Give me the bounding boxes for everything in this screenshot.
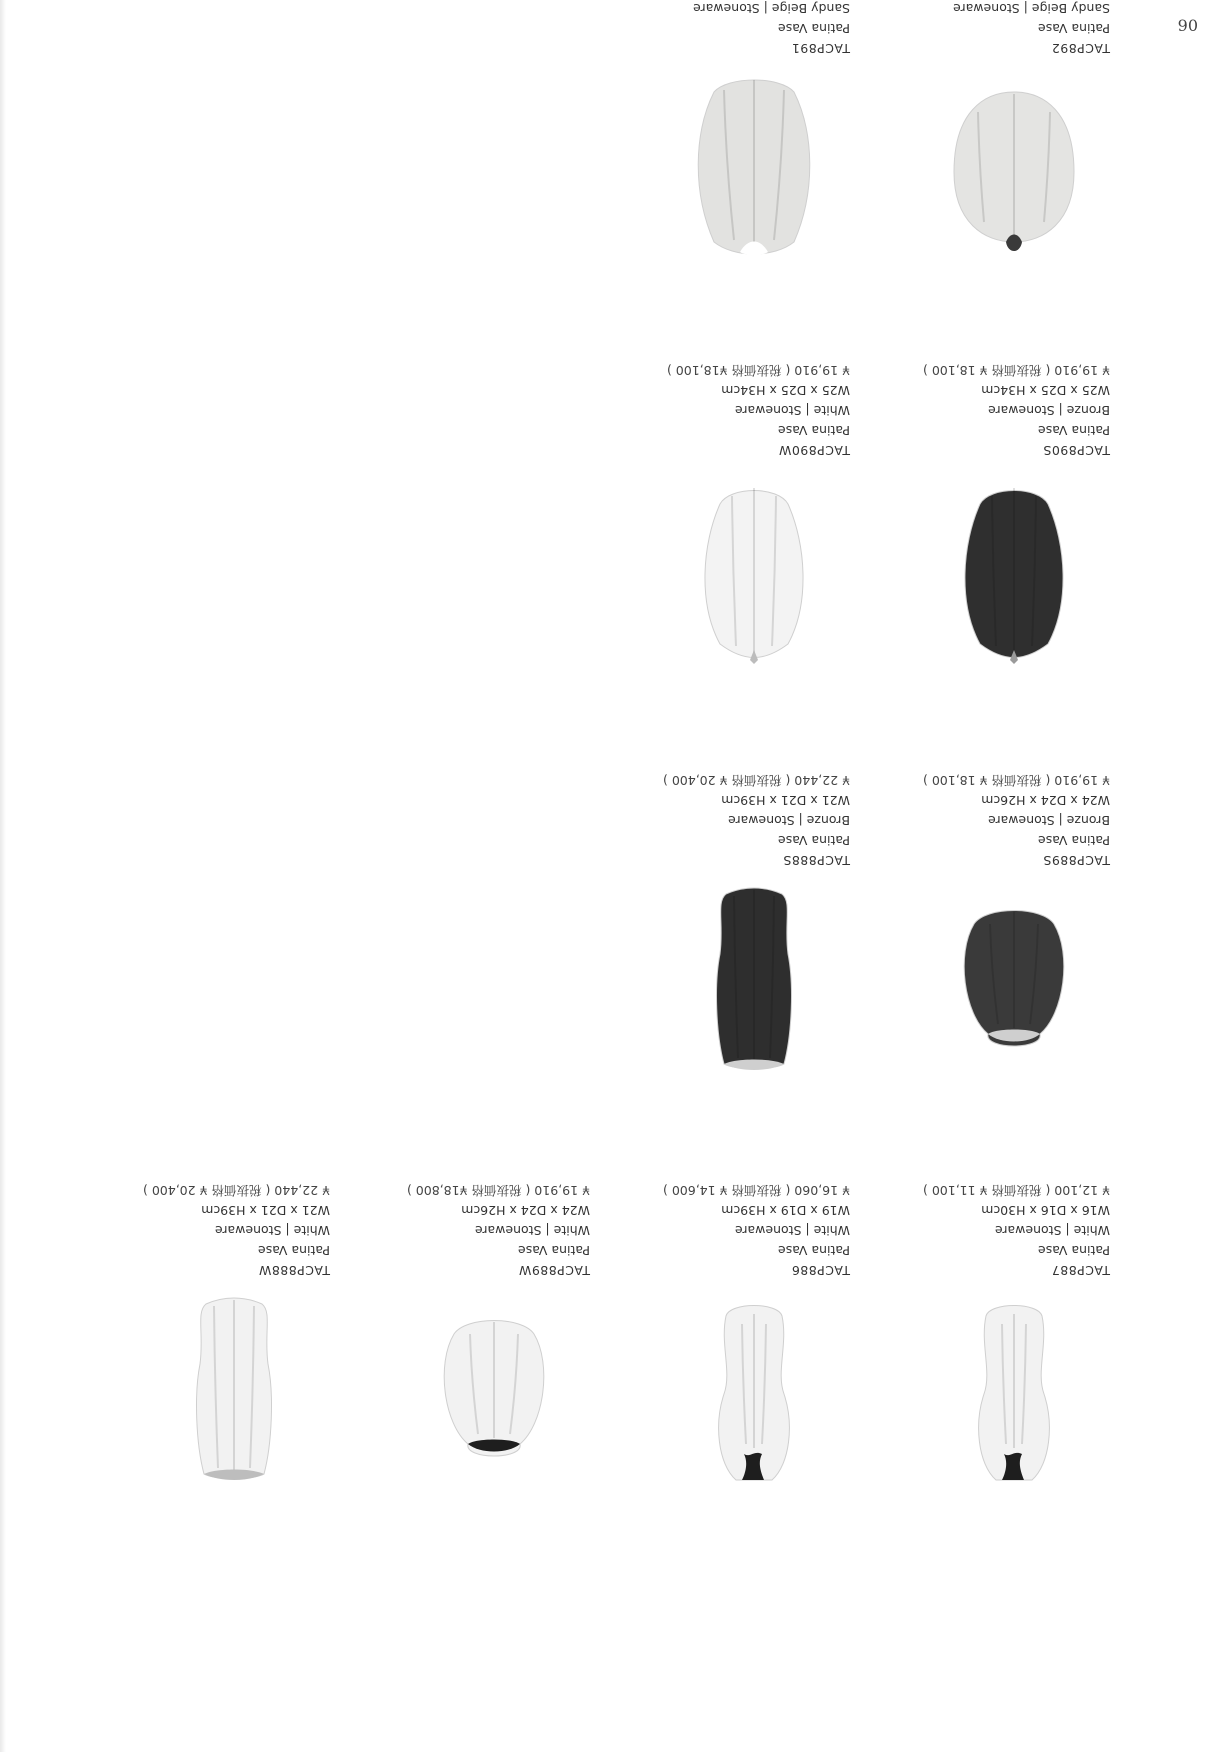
product-price: ¥ 19,910 ( 税抜価格 ¥ 18,100 ) <box>923 363 1110 378</box>
product-code: TACP888S <box>782 853 850 868</box>
product-code: TACP890W <box>778 443 850 458</box>
product-material: Sandy Beige | Stoneware <box>693 1 850 16</box>
product-code: TACP892 <box>1051 41 1110 56</box>
product-material: White | Stoneware <box>994 1223 1110 1238</box>
product-specs <box>614 360 854 460</box>
product-card <box>874 360 1114 664</box>
product-name: Patina Vase <box>517 1243 590 1258</box>
product-material: White | Stoneware <box>734 1223 850 1238</box>
product-code: TACP887 <box>1051 1263 1110 1278</box>
vase-image <box>654 72 854 262</box>
product-card <box>614 770 854 1074</box>
vase-image <box>914 72 1114 262</box>
product-code: TACP889S <box>1042 853 1110 868</box>
product-price: ¥ 19,910 ( 税抜価格 ¥18,800 ) <box>406 1183 590 1198</box>
product-price: ¥ 22,440 ( 税抜価格 ¥ 20,400 ) <box>143 1183 330 1198</box>
product-material: White | Stoneware <box>474 1223 590 1238</box>
vase-image <box>134 1294 334 1484</box>
product-card <box>874 1180 1114 1484</box>
product-size: W16 x D16 x H30cm <box>981 1203 1110 1218</box>
product-name: Patina Vase <box>1037 833 1110 848</box>
product-size: W25 x D25 x H34cm <box>721 383 850 398</box>
product-size: W25 x D25 x H34cm <box>981 383 1110 398</box>
product-card <box>614 0 854 262</box>
vase-image <box>914 884 1114 1074</box>
product-price: ¥ 12,100 ( 税抜価格 ¥ 11,100 ) <box>923 1183 1110 1198</box>
product-price: ¥ 22,440 ( 税抜価格 ¥ 20,400 ) <box>663 773 850 788</box>
product-card <box>354 1180 594 1484</box>
product-size: W24 x D24 x H26cm <box>461 1203 590 1218</box>
product-material: Sandy Beige | Stoneware <box>953 1 1110 16</box>
product-code: TACP890S <box>1042 443 1110 458</box>
product-price: ¥ 19,910 ( 税抜価格 ¥18,100 ) <box>666 363 850 378</box>
product-material: White | Stoneware <box>214 1223 330 1238</box>
product-specs <box>614 0 854 58</box>
product-size: W21 x D21 x H39cm <box>721 793 850 808</box>
product-size: W24 x D24 x H26cm <box>981 793 1110 808</box>
product-card <box>614 1180 854 1484</box>
product-size: W19 x D19 x H39cm <box>721 1203 850 1218</box>
product-code: TACP889W <box>518 1263 590 1278</box>
vase-image <box>394 1294 594 1484</box>
product-specs <box>874 770 1114 870</box>
product-material: Bronze | Stoneware <box>988 813 1110 828</box>
product-name: Patina Vase <box>1037 21 1110 36</box>
product-name: Patina Vase <box>257 1243 330 1258</box>
product-material: Bronze | Stoneware <box>728 813 850 828</box>
product-size: W21 x D21 x H39cm <box>201 1203 330 1218</box>
product-specs <box>354 1180 594 1280</box>
product-card <box>874 770 1114 1074</box>
product-code: TACP888W <box>258 1263 330 1278</box>
product-specs <box>874 360 1114 460</box>
product-code: TACP891 <box>791 41 850 56</box>
product-card <box>874 0 1114 262</box>
product-card <box>94 1180 334 1484</box>
product-specs <box>614 1180 854 1280</box>
product-name: Patina Vase <box>777 21 850 36</box>
product-name: Patina Vase <box>777 1243 850 1258</box>
vase-image <box>654 884 854 1074</box>
product-name: Patina Vase <box>777 833 850 848</box>
vase-image <box>654 1294 854 1484</box>
product-name: Patina Vase <box>777 423 850 438</box>
product-specs <box>874 0 1114 58</box>
vase-image <box>914 474 1114 664</box>
product-price: ¥ 19,910 ( 税抜価格 ¥ 18,100 ) <box>923 773 1110 788</box>
product-card <box>614 360 854 664</box>
product-price: ¥ 16,060 ( 税抜価格 ¥ 14,600 ) <box>663 1183 850 1198</box>
product-material: Bronze | Stoneware <box>988 403 1110 418</box>
page-number: 90 <box>1177 16 1198 35</box>
product-name: Patina Vase <box>1037 423 1110 438</box>
product-material: White | Stoneware <box>734 403 850 418</box>
product-specs <box>94 1180 334 1280</box>
product-code: TACP886 <box>791 1263 850 1278</box>
product-specs <box>874 1180 1114 1280</box>
vase-image <box>654 474 854 664</box>
product-name: Patina Vase <box>1037 1243 1110 1258</box>
product-specs <box>614 770 854 870</box>
vase-image <box>914 1294 1114 1484</box>
